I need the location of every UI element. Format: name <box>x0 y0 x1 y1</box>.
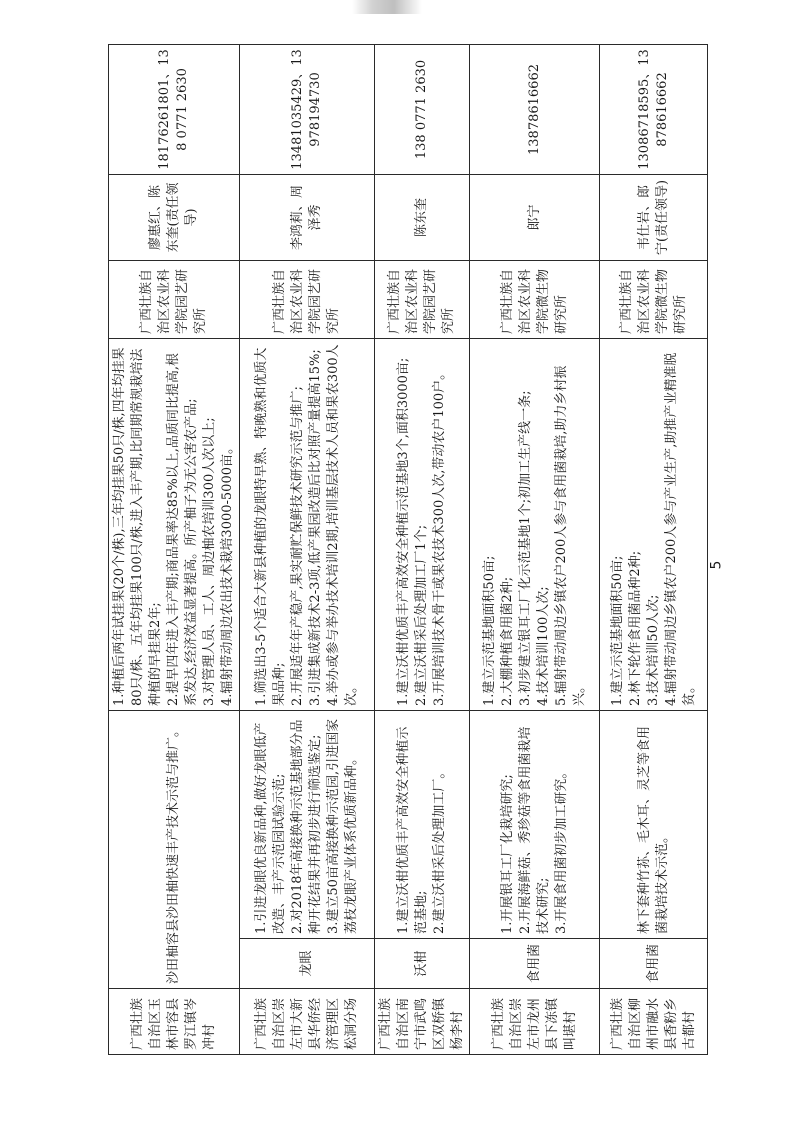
content-item: 1.建立沃柑优质丰产高效安全种植示范基地; <box>396 726 429 934</box>
goals-cell <box>470 338 600 710</box>
goals-cell <box>109 338 240 710</box>
goal-item: 1.建立示范基地面积50亩; <box>609 555 625 706</box>
region-cell: 广西壮族自治区柳州市融水县香粉乡古都村 <box>600 989 708 1055</box>
region-cell: 广西壮族自治区玉林市容县罗江镇岑冲村 <box>109 989 240 1055</box>
goal-item: 3.对管理人员、工人、周边柚农培训300人次以上; <box>202 417 217 706</box>
persons-cell: 郎宁 <box>470 174 600 260</box>
goals-cell <box>240 338 375 710</box>
unit-cell: 广西壮族自治区农业科学院园艺研究所 <box>109 260 240 338</box>
table-row <box>240 44 375 1054</box>
goal-item: 2.开展适年年产稳产,果实耐贮保鲜技术研究示范与推广; <box>290 386 305 706</box>
phone-cell: 13481035429、13978194730 <box>240 44 375 174</box>
content-item: 3.开展食用菌初步加工研究。 <box>553 765 569 934</box>
goal-item: 1.筛选出3-5个适合大新县种植的龙眼特早熟、特晚熟和优质大果品种; <box>254 347 287 706</box>
goal-item: 5.辐射带动周边乡镇农户200人参与食用菌栽培,助力乡村振兴。 <box>553 365 587 706</box>
goal-item: 3.开展培训技术骨干或果农技术300人次,带动农户100户。 <box>432 366 447 706</box>
content-cell <box>375 710 470 938</box>
goal-item: 1.建立示范基地面积50亩; <box>481 555 497 706</box>
crop-cell: 食用菌 <box>470 939 600 989</box>
crop-cell: 龙眼 <box>240 939 375 989</box>
region-cell: 广西壮族自治区南宁市武鸣区双桥镇杨李村 <box>375 989 470 1055</box>
table-row <box>600 44 708 1054</box>
goal-item: 4.辐射带动周边乡镇农户200人参与产业生产,助推产业精准脱贫。 <box>663 352 697 706</box>
content-item: 2.开展海鲜菇、秀珍菇等食用菌栽培技术研究; <box>517 726 551 934</box>
goal-item: 4.辐射带动周边农出技术栽培3000-5000亩。 <box>220 441 235 706</box>
phone-cell: 13086718595、13878616662 <box>600 44 708 174</box>
unit-cell: 广西壮族自治区农业科学院微生物研究所 <box>600 260 708 338</box>
goal-item: 2.提早四年进入丰产期;商品果率达85%以上,品质同比提高,根系发达,经济效益显著提高。所产柚子为无公害农产品; <box>166 353 199 706</box>
goal-item: 1.建立沃柑优质丰产高效安全种植示范基地3个,面积3000亩; <box>396 357 411 706</box>
region-cell: 广西壮族自治区崇左市大新县华侨经济管理区松洞分场 <box>240 989 375 1055</box>
content-cell <box>600 710 708 938</box>
persons-cell: 李鸿莉、周泽秀 <box>240 174 375 260</box>
goal-item: 3.初步建立银耳工厂化示范基地1个;初加工生产线一条; <box>517 390 533 706</box>
table-row <box>375 44 470 1054</box>
content-item: 1.开展银耳工厂化栽培研究; <box>499 774 515 934</box>
unit-cell: 广西壮族自治区农业科学院园艺研究所 <box>375 260 470 338</box>
persons-cell: 韦仕岩、郎宁(责任领导) <box>600 174 708 260</box>
crop-content-cell: 沙田柚容县沙田柚快速丰产技术示范与推广。 <box>109 710 240 988</box>
goal-item: 4.技术培训100人次; <box>535 586 551 706</box>
phone-cell: 138 0771 2630 <box>375 44 470 174</box>
goal-item: 2.林下轮作食用菌品种2种; <box>627 550 643 706</box>
region-cell: 广西壮族自治区崇左市龙州县下冻镇叫堪村 <box>470 989 600 1055</box>
content-item: 2.建立沃柑采后处理加工厂。 <box>432 765 447 934</box>
unit-cell: 广西壮族自治区农业科学院微生物研究所 <box>470 260 600 338</box>
goals-cell <box>375 338 470 710</box>
goals-cell <box>600 338 708 710</box>
phone-cell: 13878616662 <box>470 44 600 174</box>
phone-cell: 18176261801、138 0771 2630 <box>109 44 240 174</box>
crop-cell: 食用菌 <box>600 939 708 989</box>
content-item: 2.对2018年高接换种示范基地部分品种开花结果并再初步进行筛选鉴定; <box>290 719 323 934</box>
content-item: 1.引进龙眼优良新品种,做好龙眼低产改造、丰产示范园试验示范; <box>254 722 287 934</box>
content-cell <box>240 710 375 938</box>
persons-cell: 廖惠红、陈东奎(责任领导) <box>109 174 240 260</box>
goal-item: 2.大棚种植食用菌2种; <box>499 576 515 706</box>
content-item: 3.建立50亩高接换种示范园,引进国家荔枝龙眼产业体系优质新品种。 <box>326 718 359 934</box>
content-cell <box>470 710 600 938</box>
project-table <box>108 44 708 1055</box>
page-number: 5 <box>708 560 725 570</box>
crop-cell: 沃柑 <box>375 939 470 989</box>
table-row <box>470 44 600 1054</box>
goal-item: 2.建立沃柑采后处理加工厂1个; <box>414 524 429 706</box>
unit-cell: 广西壮族自治区农业科学院园艺研究所 <box>240 260 375 338</box>
goal-item: 4.举办或参与举办技术培训2期,培训基层技术人员和果农300人次。 <box>326 344 359 706</box>
content-item: 林下套种竹荪、毛木耳、灵芝等食用菌栽培技术示范。 <box>636 725 670 934</box>
table-row <box>109 44 240 1054</box>
rotated-table-wrapper <box>108 45 698 1055</box>
persons-cell: 陈东奎 <box>375 174 470 260</box>
goal-item: 1.种植后两年试挂果(20个/株),三年均挂果50只/株,四年均挂果80只/株、五年均挂果100只/株,进入丰产期,比同期常规栽培法种植的早挂果2年; <box>112 347 163 706</box>
goal-item: 3.技术培训50人次; <box>645 594 661 706</box>
goal-item: 3.引进集成新技术2-3项,低产果园改造后比对照产量提高15%; <box>308 349 323 706</box>
scan-artifact <box>352 0 422 14</box>
